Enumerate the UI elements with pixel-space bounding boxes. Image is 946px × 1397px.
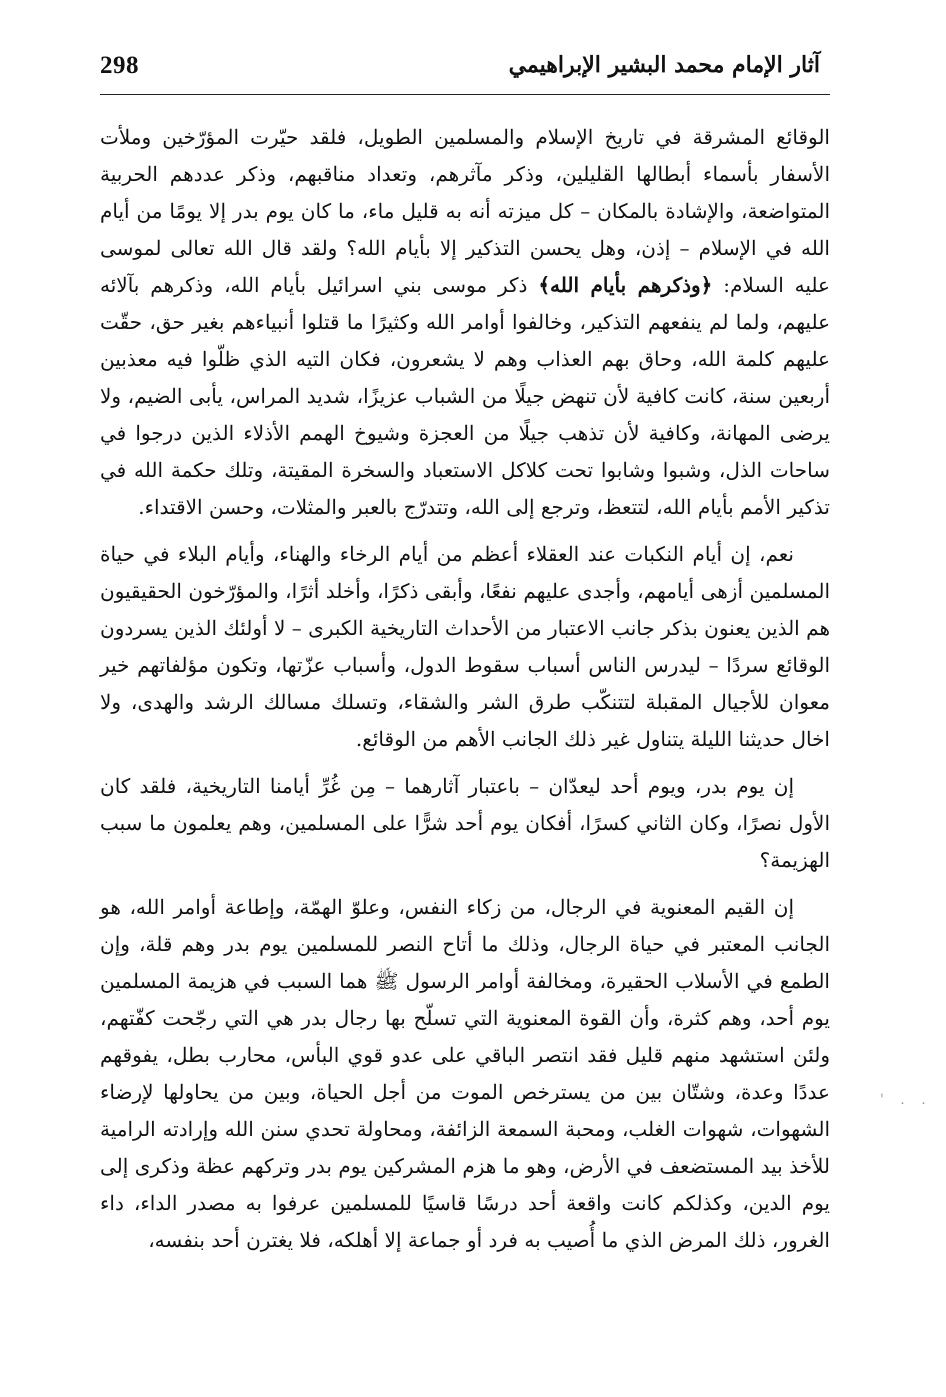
paragraph-4: إن القيم المعنوية في الرجال، من زكاء النفس، وعلوّ الهمّة، وإطاعة أوامر الله، هو الجانب المعتبر في حياة الرجال، وذلك ما أتاح النصر للمسلمين يوم بدر وهم قلة، وإن الطمع في الأسلاب الحقيرة، ومخالفة أوامر الرسول ﷺ هما السبب في هزيمة المسلمين يوم أحد، وهم كثرة، وأن القوة المعنوية التي تسلّح بها رجال بدر هي التي رجّحت كفّتهم، ولئن استشهد منهم قليل فقد انتصر الباقي على عدو قوي البأس، محارب بطل، يفوقهم عددًا وعدة، وشتّان بين من يسترخص الموت من أجل الحياة، وبين من يحاولها لإرضاء الشهوات، شهوات الغلب، ومحبة السمعة الزائفة، ومحاولة تحدي سنن الله وإرادته الرامية للأخذ بيد المستضعف في الأرض، وهو ما هزم المشركين يوم بدر وتركهم عظة وذكرى إلى يوم الدين، وكذلكم كانت واقعة أحد درسًا قاسيًا للمسلمين عرفوا به مصدر الداء، داء الغرور، ذلك المرض الذي ما أُصيب به فرد أو جماعة إلا أهلكه، فلا يغترن أحد بنفسه،: [100, 895, 831, 1252]
page-number: 298: [100, 52, 139, 79]
page-header: [100, 40, 830, 95]
quran-quote: ﴿وذكرهم بأيام الله﴾: [538, 273, 713, 297]
margin-marks: ' . .: [880, 1092, 932, 1108]
paragraph-3: إن يوم بدر، ويوم أحد ليعدّان – باعتبار آثارهما – مِن غُرِّ أيامنا التاريخية، فلقد كان الأول نصرًا، وكان الثاني كسرًا، أفكان يوم أحد شرًّا على المسلمين، وهم يعلمون ما سبب الهزيمة؟: [100, 774, 830, 872]
book-page: [100, 40, 830, 1269]
running-title: آثار الإمام محمد البشير الإبراهيمي: [508, 52, 820, 78]
paragraph-1-part-2: ذكر موسى بني اسرائيل بأيام الله، وذكرهم بآلائه عليهم، ولما لم ينفعهم التذكير، وخالفوا أوامر الله وكثيرًا ما قتلوا أنبياءهم بغير حق، حقّت عليهم كلمة الله، وحاق بهم العذاب وهم لا يشعرون، فكان التيه الذي ظلّوا فيه معذبين أربعين سنة، كانت كافية لأن تنهض جيلًا من الشباب عزيزًا، شديد المراس، يأبى الضيم، ولا يرضى المهانة، وكافية لأن تذهب جيلًا من العجزة وشيوخ الهمم الأذلاء الذين درجوا في ساحات الذل، وشبوا وشابوا تحت كلاكل الاستعباد والسخرة المقيتة، وتلك حكمة الله في تذكير الأمم بأيام الله، لتتعظ، وترجع إلى الله، وتتدرّج بالعبر والمثلات، وحسن الاقتداء.: [100, 273, 830, 519]
paragraph-2: نعم، إن أيام النكبات عند العقلاء أعظم من أيام الرخاء والهناء، وأيام البلاء في حياة المسلمين أزهى أيامهم، وأجدى عليهم نفعًا، وأبقى ذكرًا، وأخلد أثرًا، والمؤرّخون الحقيقيون هم الذين يعنون بذكر جانب الاعتبار من الأحداث التاريخية الكبرى – لا أولئك الذين يسردون الوقائع سردًا – ليدرس الناس أسباب سقوط الدول، وأسباب عزّتها، وتكون مؤلفاتهم خير معوان للأجيال المقبلة لتتنكّب طرق الشر والشقاء، وتسلك مسالك الرشد والهدى، ولا اخال حديثنا الليلة يتناول غير ذلك الجانب الأهم من الوقائع.: [100, 542, 830, 751]
body-text: [100, 119, 830, 1259]
paragraph-1: [100, 119, 830, 526]
paragraph-1-part-1: الوقائع المشرقة في تاريخ الإسلام والمسلمين الطويل، فلقد حيّرت المؤرّخين وملأت الأسفار بأسماء أبطالها القليلين، وذكر مآثرهم، وتعداد مناقبهم، وذكر عددهم الحربية المتواضعة، والإشادة بالمكان – كل ميزته أنه به قليل ماء، ما كان يوم بدر إلا يومًا من أيام الله في الإسلام – إذن، وهل يحسن التذكير إلا بأيام الله؟ ولقد قال الله تعالى لموسى عليه السلام:: [100, 125, 830, 297]
